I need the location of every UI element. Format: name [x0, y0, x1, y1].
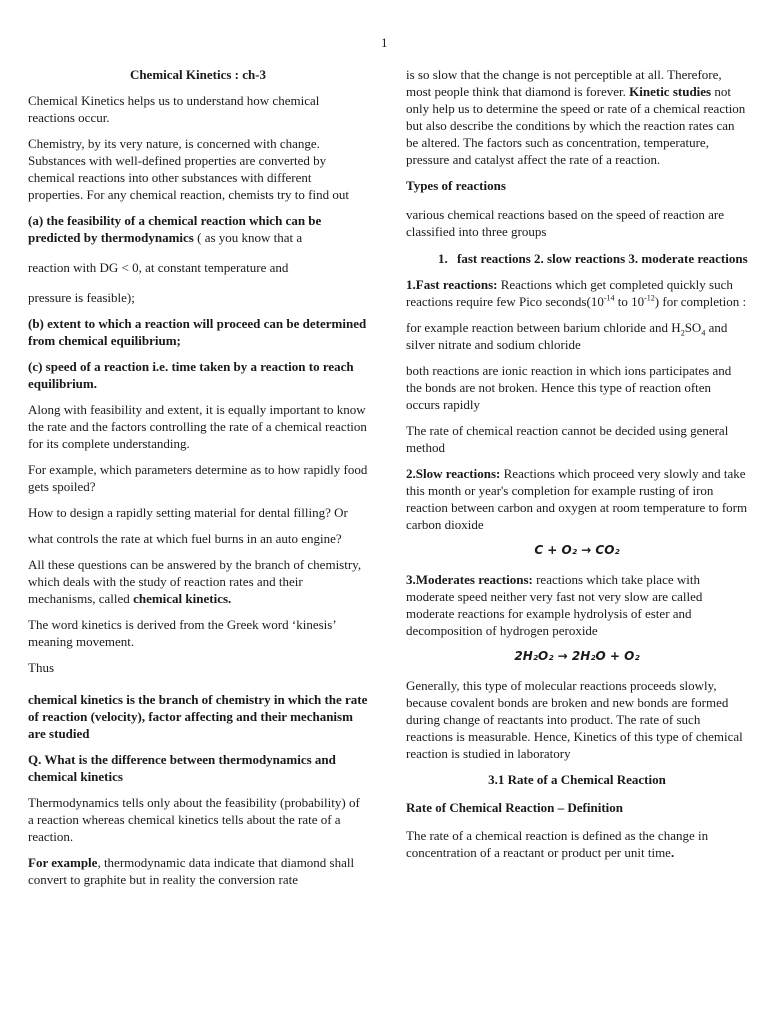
definition: chemical kinetics is the branch of chemistry in which the rate of reaction (velocity), factor affecting and their mechanism are studied — [28, 692, 368, 741]
p7-bold: chemical kinetics. — [133, 591, 232, 606]
p3-sub2: 4 — [701, 328, 706, 338]
right-column — [406, 66, 748, 870]
p11-rest: , thermodynamic data indicate that diamond shall convert to graphite but in reality the conversion rate — [28, 855, 355, 887]
p3a: for example reaction between barium chloride and H — [406, 320, 681, 335]
list-item: 1. fast reactions 2. slow reactions 3. moderate reactions — [451, 250, 748, 267]
definition-heading: Rate of Chemical Reaction – Definition — [406, 800, 623, 815]
r-p1: is so slow that the change is not perceptible at all. Therefore, most people think that diamond is forever. — [406, 67, 722, 99]
paragraph: what controls the rate at which fuel burns in an auto engine? — [28, 531, 342, 546]
paragraph: Chemical Kinetics helps us to understand how chemical reactions occur. — [28, 93, 320, 125]
p3b: and silver nitrate and sodium chloride — [406, 320, 728, 352]
fast-end: ) for completion : — [654, 294, 747, 309]
point-a-line2: reaction with DG < 0, at constant temperature and — [28, 260, 289, 275]
point-a-bold: (a) the feasibility of a chemical reaction which can be predicted by thermodynamics — [28, 213, 322, 245]
types-heading: Types of reactions — [406, 178, 506, 193]
paragraph — [406, 827, 748, 861]
paragraph: both reactions are ionic reaction in which ions participates and the bonds are not broken. Hence this type of reaction often occurs rapidly — [406, 363, 732, 412]
p3-so: SO — [684, 320, 702, 335]
p7-text: All these questions can be answered by the branch of chemistry, which deals with the study of reaction rates and their mechanisms, called — [28, 557, 362, 606]
p11-bold: For example — [28, 855, 98, 870]
r-p1-rest: not only help us to determine the speed or rate of a chemical reaction but also describe the conditions by which the reaction rates can be altered. The factors such as concentration, temperature, pressure and catalyst affect the rate of a reaction. — [406, 84, 746, 167]
fast-text: Reactions which get completed quickly such reactions require few Pico seconds(10 — [406, 277, 733, 309]
page-number: 1 — [381, 35, 388, 50]
point-a-rest: ( as you know that a — [193, 230, 303, 245]
paragraph: How to design a rapidly setting material for dental filling? Or — [28, 505, 348, 520]
left-column — [28, 66, 368, 897]
paragraph: For example, which parameters determine as to how rapidly food gets spoiled? — [28, 462, 368, 494]
mod-text: reactions which take place with moderate speed neither very fast not very slow are called moderate reactions for example hydrolysis of ester and decomposition of hydrogen peroxide — [406, 572, 703, 638]
point-a-line3: pressure is feasible); — [28, 290, 135, 305]
paragraph: Thus — [28, 660, 54, 675]
mod-label: 3.Moderates reactions: — [406, 572, 533, 587]
equation-carbon: C + O₂ → CO₂ — [534, 543, 620, 557]
document-title: Chemical Kinetics : ch-3 — [129, 67, 267, 82]
section-heading: 3.1 Rate of a Chemical Reaction — [488, 772, 666, 787]
fast-to: to 10 — [614, 294, 645, 309]
fast-exp1: -14 — [603, 293, 615, 303]
paragraph: The word kinetics is derived from the Greek word ‘kinesis’ meaning movement. — [28, 617, 336, 649]
question: Q. What is the difference between thermodynamics and chemical kinetics — [28, 752, 336, 784]
r-p1-bold: Kinetic studies — [629, 84, 712, 99]
types-list — [406, 250, 748, 267]
slow-label: 2.Slow reactions: — [406, 466, 501, 481]
point-a — [28, 212, 368, 246]
paragraph: Thermodynamics tells only about the feasibility (probability) of a reaction whereas chemical kinetics tells about the rate of a reaction. — [28, 795, 360, 844]
fast-exp2: -12 — [644, 293, 655, 303]
paragraph: Chemistry, by its very nature, is concerned with change. Substances with well-defined properties are converted by chemical reactions into other substances with different properties. For any chemical reaction, chemists try to find out — [28, 136, 349, 202]
p3-sub1: 2 — [680, 328, 685, 338]
point-c: (c) speed of a reaction i.e. time taken by a reaction to reach equilibrium. — [28, 359, 354, 391]
paragraph — [406, 66, 748, 168]
slow-text: Reactions which proceed very slowly and take this month or year's completion for example rusting of iron reaction between carbon and oxygen at room temperature to form carbon dioxide — [406, 466, 748, 532]
paragraph: Generally, this type of molecular reactions proceeds slowly, because covalent bonds are broken and new bonds are formed during change of reactants into product. The rate of such reactions is measurable. Hence, Kinetics of this type of chemical reaction is studied in laboratory — [406, 678, 743, 761]
paragraph — [28, 854, 368, 888]
equation-peroxide: 2H₂O₂ → 2H₂O + O₂ — [514, 649, 640, 663]
p7-text: The rate of a chemical reaction is defined as the change in concentration of a reactant or product per unit time — [406, 828, 709, 860]
moderate-reactions — [406, 571, 748, 639]
paragraph: various chemical reactions based on the speed of reaction are classified into three groups — [406, 207, 724, 239]
paragraph: Along with feasibility and extent, it is equally important to know the rate and the factors controlling the rate of a chemical reaction for its complete understanding. — [28, 402, 367, 451]
paragraph: The rate of chemical reaction cannot be decided using general method — [406, 423, 729, 455]
paragraph — [28, 556, 368, 607]
slow-reactions — [406, 465, 748, 533]
fast-label: 1.Fast reactions: — [406, 277, 498, 292]
paragraph — [406, 319, 748, 353]
p7-end: . — [670, 845, 675, 860]
point-b: (b) extent to which a reaction will proceed can be determined from chemical equilibrium; — [28, 316, 367, 348]
fast-reactions — [406, 276, 748, 310]
